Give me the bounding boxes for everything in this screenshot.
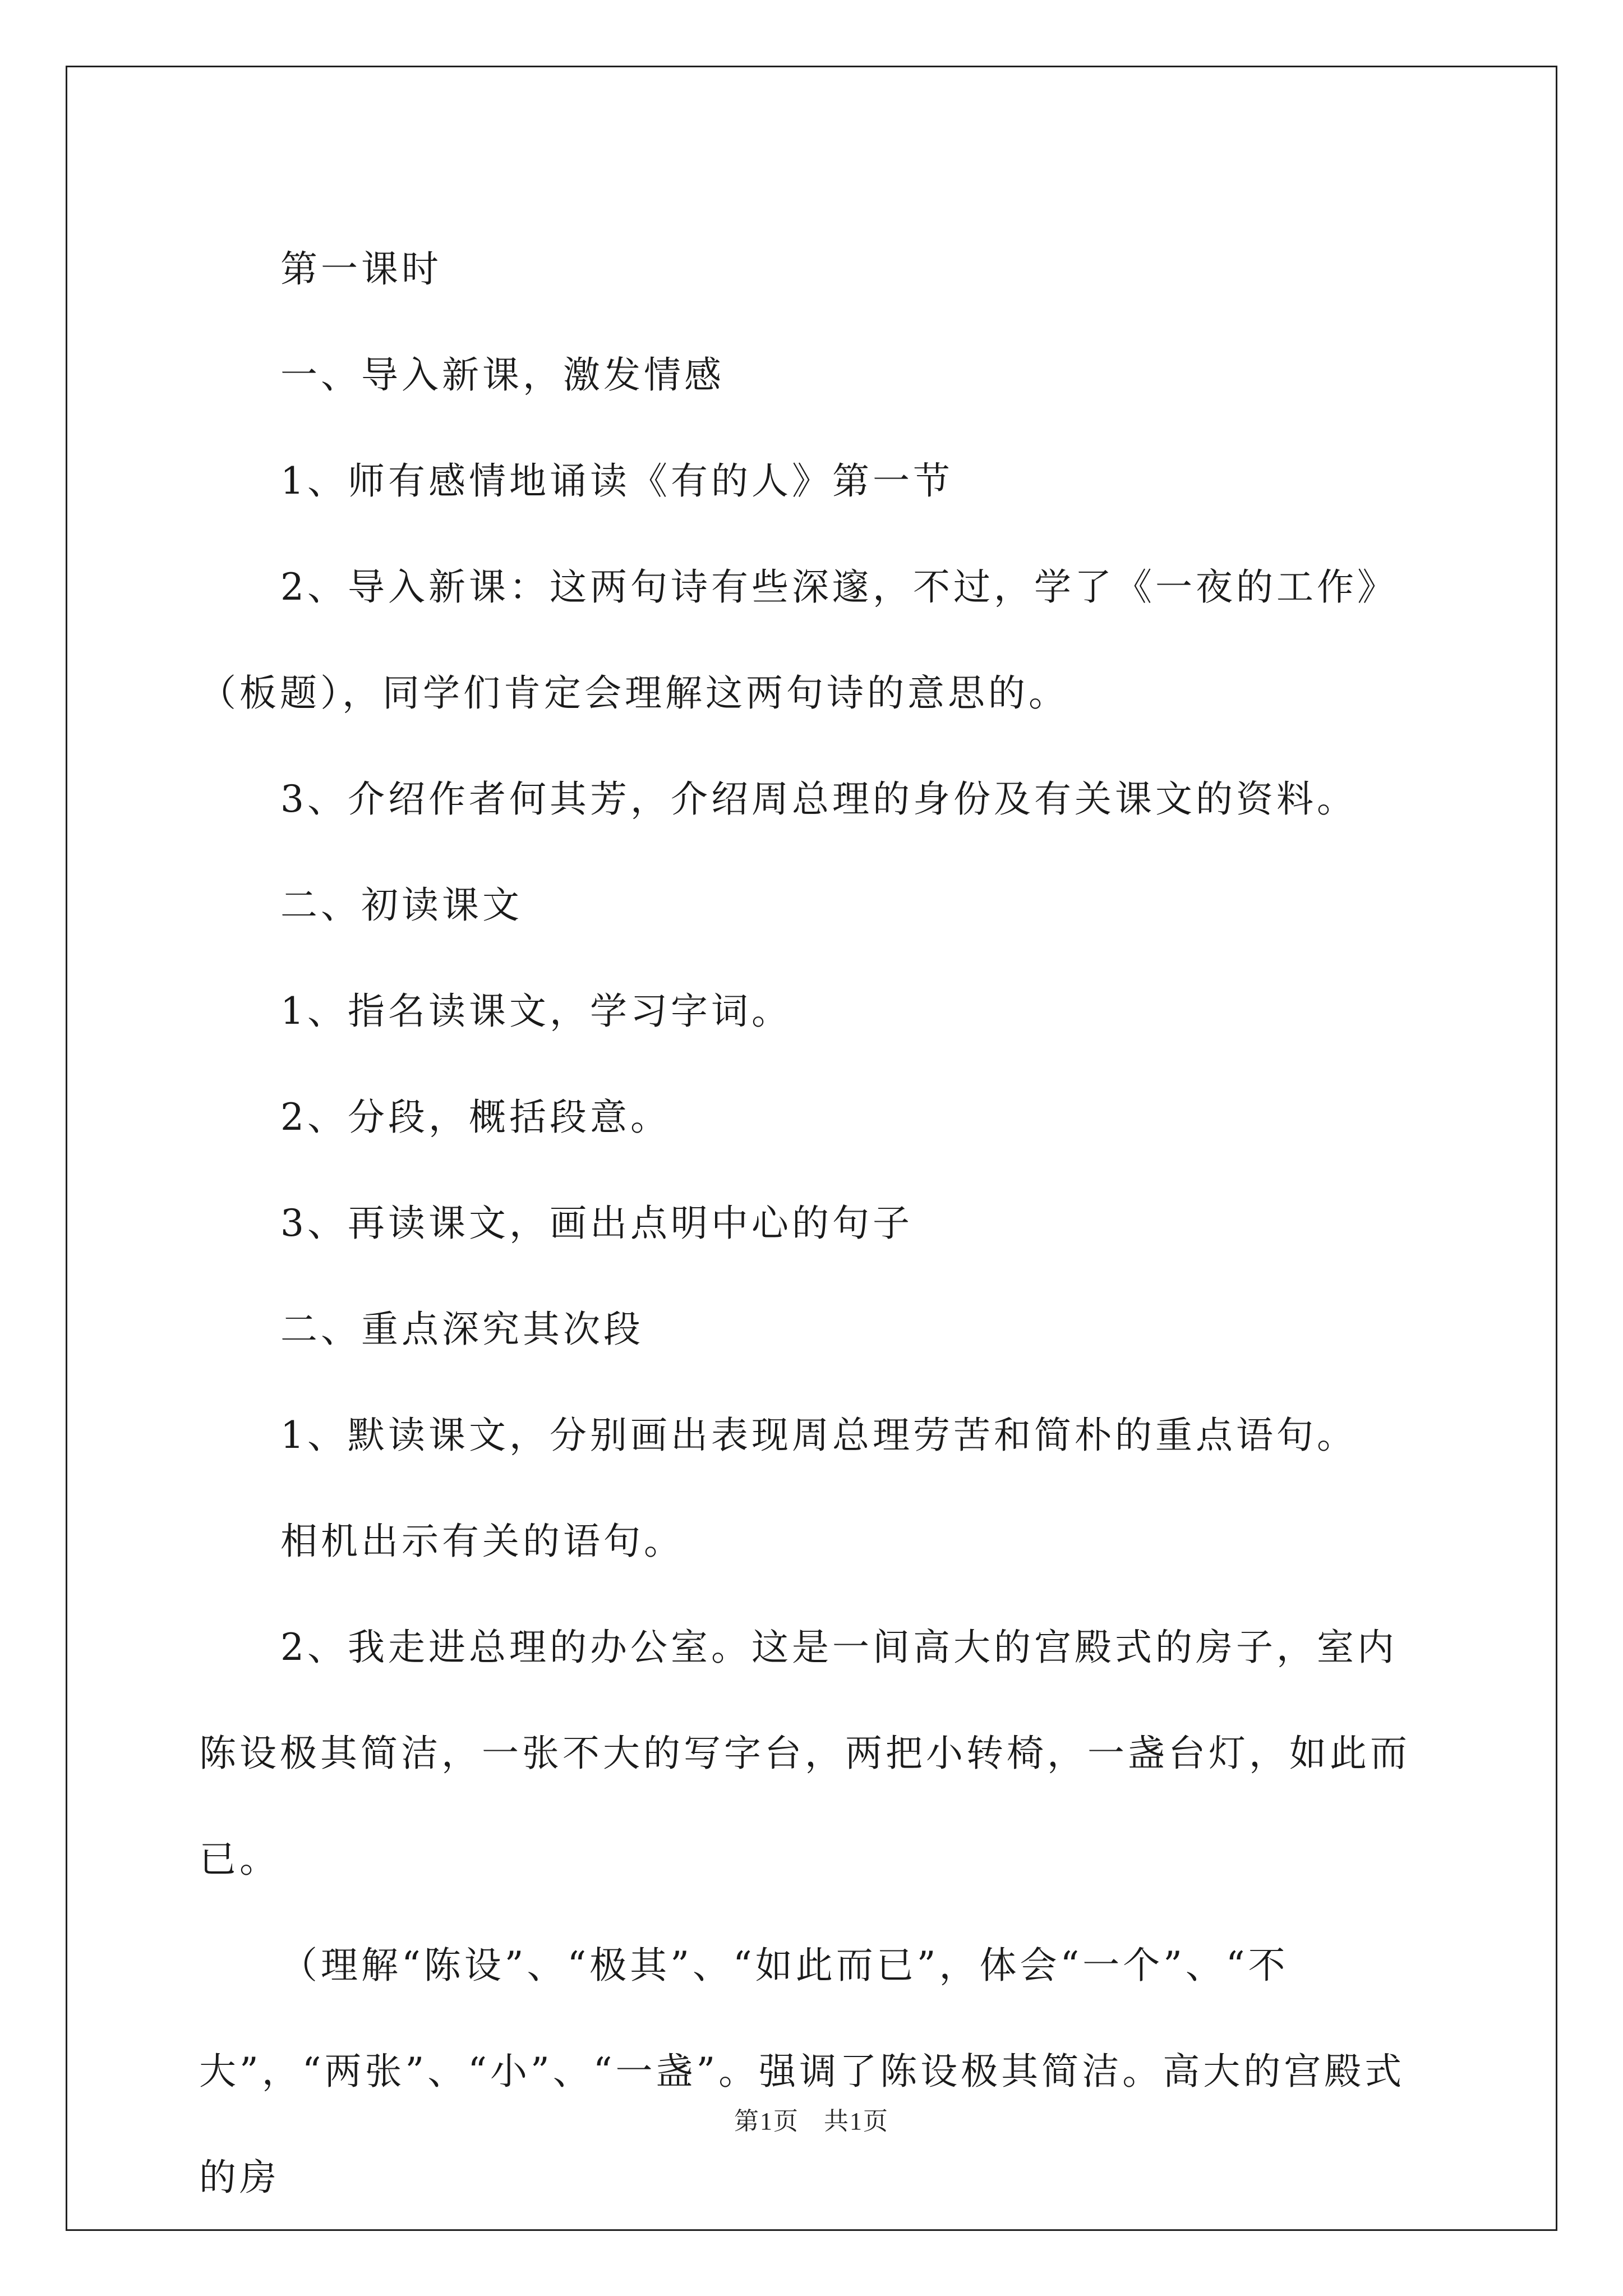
page-footer: [0, 2101, 1623, 2137]
paragraph: （理解“陈设”、“极其”、“如此而已”，体会“一个”、“不大”，“两张”、“小”、“一盏”。强调了陈设极其简洁。高大的宫殿式的房: [199, 1944, 1405, 2199]
heading-intro: 一、导入新课，激发情感: [280, 353, 725, 397]
paragraph: 2、分段，概括段意。: [280, 1096, 671, 1139]
paragraph: 相机出示有关的语句。: [280, 1520, 684, 1563]
heading-first-reading: 二、初读课文: [280, 884, 523, 927]
page-number: 第1页: [734, 2108, 799, 2135]
heading-key-section: 二、重点深究其次段: [280, 1308, 644, 1351]
paragraph: 3、再读课文，画出点明中心的句子: [280, 1202, 913, 1245]
section-title: 第一课时: [280, 247, 442, 291]
document-body: [199, 216, 1433, 2230]
paragraph: 1、默读课文，分别画出表现周总理劳苦和简朴的重点语句。: [280, 1414, 1357, 1457]
page-total: 共1页: [824, 2108, 889, 2135]
paragraph: 3、介绍作者何其芳，介绍周总理的身份及有关课文的资料。: [280, 777, 1357, 821]
paragraph: 2、导入新课：这两句诗有些深邃，不过，学了《一夜的工作》（板题），同学们肯定会理解这两句诗的意思的。: [199, 565, 1398, 715]
paragraph: 1、指名读课文，学习字词。: [280, 990, 792, 1033]
paragraph: 1、师有感情地诵读《有的人》第一节: [280, 459, 953, 503]
paragraph: 2、我走进总理的办公室。这是一间高大的宫殿式的房子，室内陈设极其简洁，一张不大的写字台，两把小转椅，一盏台灯，如此而已。: [199, 1626, 1410, 1881]
